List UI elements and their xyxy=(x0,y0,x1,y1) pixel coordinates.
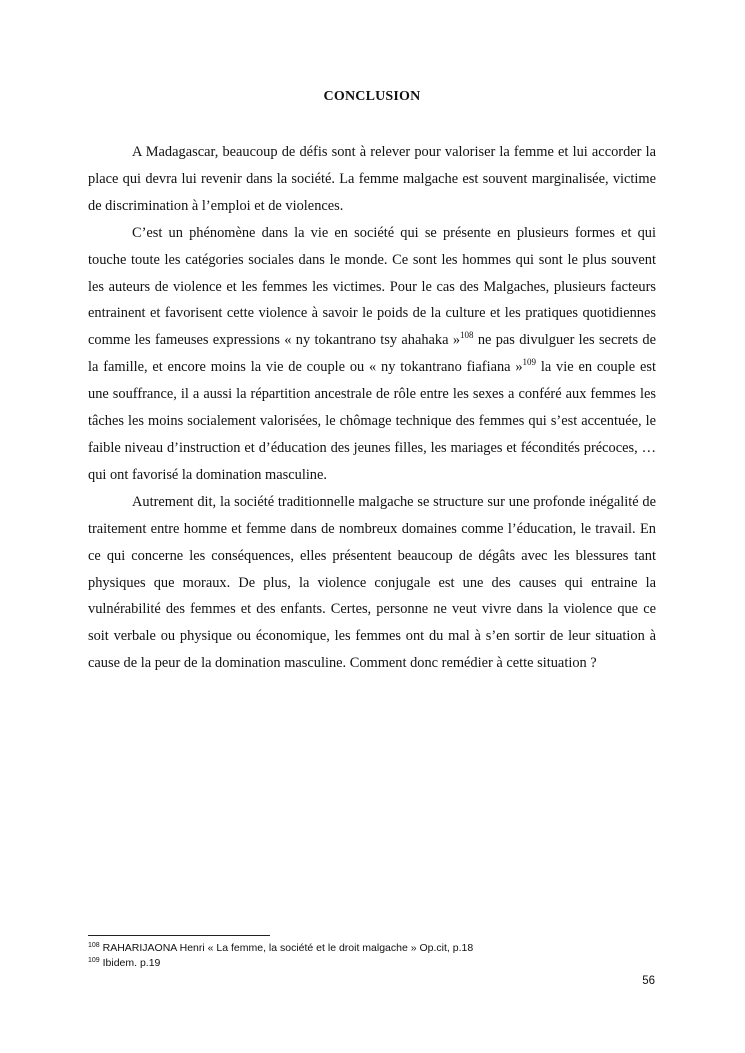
footnote-text: RAHARIJAONA Henri « La femme, la société et le droit malgache » Op.cit, p.18 xyxy=(99,942,474,954)
footnote-text: Ibidem. p.19 xyxy=(99,956,161,969)
footnote-number: 108 xyxy=(88,942,100,949)
footnote-ref-108[interactable]: 108 xyxy=(460,330,474,341)
paragraph-2-part-a: C’est un phénomène dans la vie en société qui se présente en plusieurs formes et qui touche toute les catégories sociales dans le monde. Ce sont les hommes qui sont le plus souvent les auteurs de violence et les femmes les victimes. Pour le cas des Malgaches, plusieurs facteurs entrainent et favorisent cette violence à savoir le poids de la culture et les pratiques quotidiennes comme les fameuses expressions « ny tokantrano tsy ahahaka » xyxy=(88,224,656,349)
page-title: CONCLUSION xyxy=(323,89,421,104)
footnote-number: 109 xyxy=(88,956,100,964)
paragraph-2-part-b: ne pas divulguer les secrets de la famille, et encore moins la vie de couple ou « ny tokantrano fiafiana » xyxy=(88,332,656,376)
paragraph-3: Autrement dit, la société traditionnelle malgache se structure sur une profonde inégalité de traitement entre homme et femme dans de nombreux domaines comme l’éducation, le travail. En ce qui concerne les conséquences, elles présentent beaucoup de dégâts avec les blessures tant physiques que moraux. De plus, la violence conjugale est une des causes qui entraine la vulnérabilité des femmes et des enfants. Certes, personne ne veut vivre dans la violence que ce soit verbale ou physique ou économique, les femmes ont du mal à s’en sortir de leur situation à cause de la peur de la domination masculine. Comment donc remédier à cette situation ? xyxy=(88,493,656,672)
paragraph-2 xyxy=(88,220,656,489)
paragraph-2-part-c: la vie en couple est une souffrance, il a aussi la répartition ancestrale de rôle entre les sexes a conféré aux femmes les tâches les moins socialement valorisées, le chômage technique des femmes qui s’est accentuée, le faible niveau d’instruction et d’éducation des jeunes filles, les mariages et fécondités précoces, … qui ont favorisé la domination masculine. xyxy=(88,359,656,483)
footnotes xyxy=(88,941,656,970)
paragraph-1: A Madagascar, beaucoup de défis sont à relever pour valoriser la femme et lui accorder la place qui devra lui revenir dans la société. La femme malgache est souvent marginalisée, victime de discrimination à l’emploi et de violences. xyxy=(88,144,656,214)
footnote-ref-109[interactable]: 109 xyxy=(522,357,537,368)
footnote-108 xyxy=(88,941,656,956)
body-text xyxy=(88,139,656,677)
footnote-separator xyxy=(88,935,270,936)
footnote-109 xyxy=(88,956,656,971)
page-number: 56 xyxy=(642,975,655,987)
